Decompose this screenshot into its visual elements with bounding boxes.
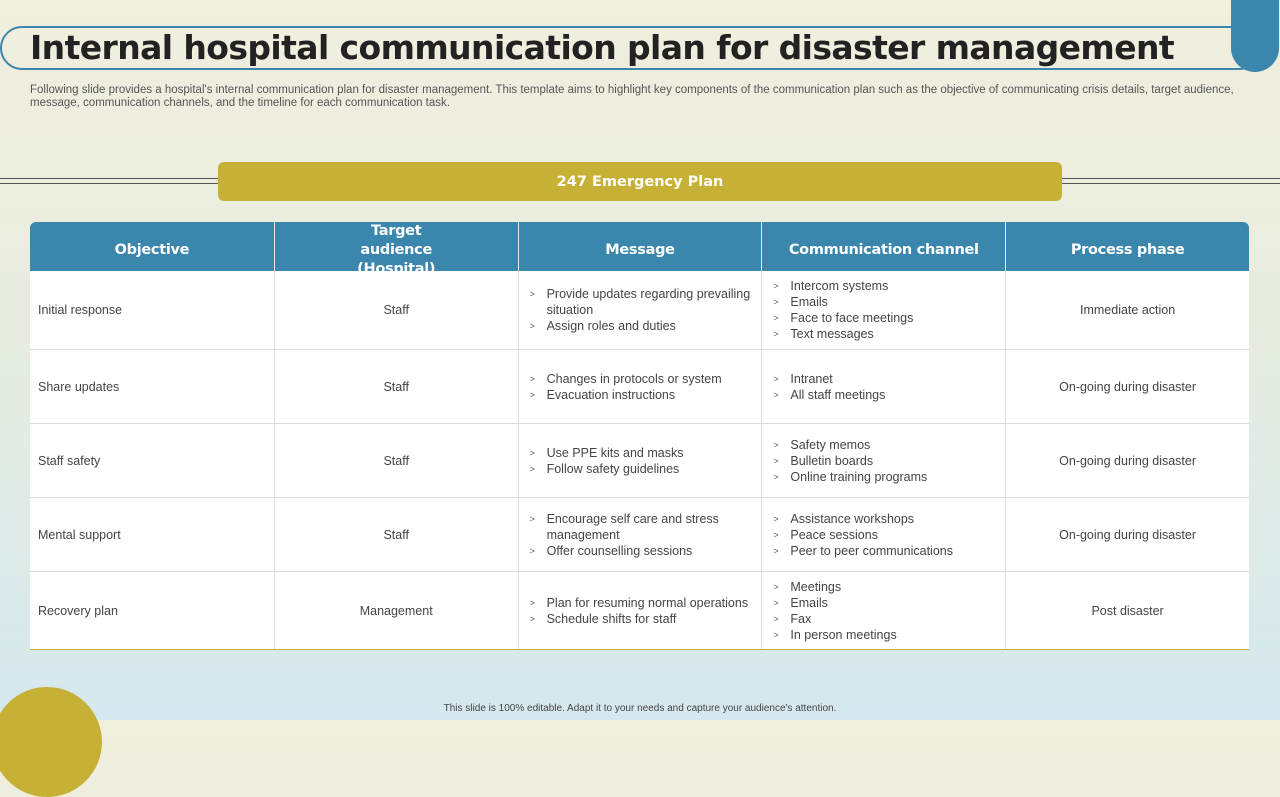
list-item: > Safety memos (770, 437, 927, 453)
channel-cell-list (770, 579, 896, 643)
channel-cell-list (770, 371, 885, 403)
list-item: > Intranet (770, 371, 885, 387)
message-cell-list (527, 595, 749, 627)
list-item: > Face to face meetings (770, 310, 913, 326)
message-cell (518, 350, 762, 423)
objective-cell (30, 498, 274, 571)
objective-cell-text: Recovery plan (38, 603, 118, 618)
list-item: > Intercom systems (770, 278, 913, 294)
table-header-row (30, 222, 1249, 277)
channel-cell (761, 498, 1005, 571)
audience-cell-text: Staff (383, 379, 409, 394)
list-item: > Bulletin boards (770, 453, 927, 469)
list-item: > Plan for resuming normal operations (527, 595, 749, 611)
list-item: > In person meetings (770, 627, 896, 643)
audience-cell (274, 424, 518, 497)
objective-cell (30, 572, 274, 649)
phase-cell-text: On-going during disaster (1059, 527, 1197, 542)
objective-cell-text: Share updates (38, 379, 120, 394)
slide-title: Internal hospital communication plan for disaster management (30, 28, 1175, 67)
list-item: > Online training programs (770, 469, 927, 485)
phase-cell (1005, 271, 1249, 349)
list-item: > Peer to peer communications (770, 543, 953, 559)
phase-cell (1005, 498, 1249, 571)
list-item: > Changes in protocols or system (527, 371, 722, 387)
footer-note: This slide is 100% editable. Adapt it to your needs and capture your audience's attention. (443, 703, 837, 714)
objective-cell-text: Staff safety (38, 453, 101, 468)
message-cell-list (527, 445, 684, 477)
table-row (30, 571, 1249, 649)
list-item: > Meetings (770, 579, 896, 595)
list-item: > Peace sessions (770, 527, 953, 543)
header-communication-channel: Communication channel (761, 222, 1005, 279)
message-cell-list (527, 371, 722, 403)
table-row (30, 349, 1249, 423)
list-item: > Encourage self care and stress management (527, 511, 754, 543)
objective-cell (30, 350, 274, 423)
table-row (30, 271, 1249, 349)
header-objective: Objective (114, 242, 190, 258)
list-item: > Assign roles and duties (527, 318, 754, 334)
phase-cell (1005, 572, 1249, 649)
channel-cell-list (770, 437, 927, 485)
plan-banner: 247 Emergency Plan (218, 162, 1062, 201)
slide-description: Following slide provides a hospital's internal communication plan for disaster management. This template aims to highlight key components of the communication plan such as the objective of communicating crisis details, target audience, message, communication channels, and the timeline for each communication task. (30, 84, 1234, 109)
list-item: > All staff meetings (770, 387, 885, 403)
objective-cell (30, 424, 274, 497)
list-item: > Evacuation instructions (527, 387, 722, 403)
phase-cell-text: Immediate action (1080, 303, 1176, 317)
list-item: > Text messages (770, 326, 913, 342)
message-cell-list (527, 511, 754, 559)
audience-cell-text: Staff (383, 527, 409, 542)
message-cell (518, 498, 762, 571)
list-item: > Schedule shifts for staff (527, 611, 749, 627)
table-row (30, 423, 1249, 497)
table-row (30, 497, 1249, 571)
channel-cell (761, 350, 1005, 423)
phase-cell (1005, 350, 1249, 423)
message-cell (518, 271, 762, 349)
audience-cell (274, 572, 518, 649)
list-item: > Emails (770, 294, 913, 310)
audience-cell-text: Staff (383, 453, 409, 468)
phase-cell-text: Post disaster (1091, 603, 1164, 618)
phase-cell-text: On-going during disaster (1059, 453, 1197, 468)
communication-plan-table (30, 222, 1249, 650)
channel-cell (761, 424, 1005, 497)
header-process-phase: Process phase (1005, 222, 1249, 279)
header-message: Message (518, 222, 762, 279)
corner-tab-decoration (1231, 0, 1279, 72)
channel-cell (761, 572, 1005, 649)
list-item: > Offer counselling sessions (527, 543, 754, 559)
header-target-audience: Target audience (Hospital) (274, 222, 518, 279)
list-item: > Emails (770, 595, 896, 611)
list-item: > Assistance workshops (770, 511, 953, 527)
list-item: > Use PPE kits and masks (527, 445, 684, 461)
objective-cell-text: Mental support (38, 527, 121, 542)
audience-cell-text: Staff (383, 303, 409, 317)
list-item: > Provide updates regarding prevailing situation (527, 286, 754, 318)
table-body (30, 271, 1249, 649)
phase-cell (1005, 424, 1249, 497)
channel-cell-list (770, 511, 953, 559)
list-item: > Follow safety guidelines (527, 461, 684, 477)
channel-cell-list (770, 278, 913, 342)
message-cell (518, 572, 762, 649)
audience-cell (274, 271, 518, 349)
objective-cell (30, 271, 274, 349)
list-item: > Fax (770, 611, 896, 627)
phase-cell-text: On-going during disaster (1059, 379, 1197, 394)
audience-cell (274, 350, 518, 423)
audience-cell-text: Management (359, 603, 433, 618)
channel-cell (761, 271, 1005, 349)
objective-cell-text: Initial response (38, 303, 123, 317)
message-cell-list (527, 286, 754, 334)
audience-cell (274, 498, 518, 571)
message-cell (518, 424, 762, 497)
